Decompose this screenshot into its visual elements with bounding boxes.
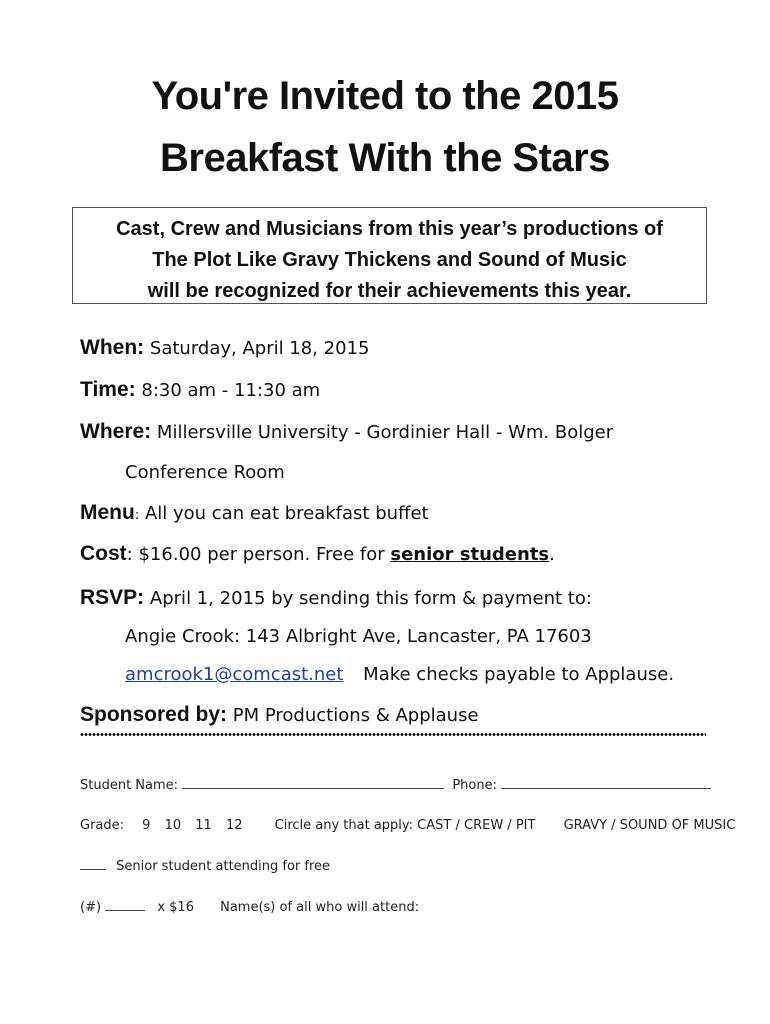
grade-option-9[interactable]: 9	[142, 818, 151, 833]
time-label: Time:	[80, 378, 136, 401]
menu-value: All you can eat breakfast buffet	[144, 503, 429, 524]
count-field[interactable]	[105, 899, 145, 911]
page-title-line-1: You're Invited to the 2015	[151, 74, 619, 118]
menu-label: Menu	[80, 501, 135, 524]
price-label: x $16	[157, 900, 194, 915]
sponsor-row	[80, 703, 479, 727]
senior-students-highlight: senior students	[390, 544, 550, 565]
names-label: Name(s) of all who will attend:	[220, 900, 420, 915]
rsvp-row	[80, 586, 592, 610]
attendance-row	[80, 899, 419, 915]
grade-option-10[interactable]: 10	[164, 818, 182, 833]
cost-row	[80, 542, 555, 566]
cost-label: Cost	[80, 542, 127, 565]
senior-label: Senior student attending for free	[116, 859, 331, 874]
grade-label: Grade:	[80, 818, 125, 833]
time-value: 8:30 am - 11:30 am	[141, 380, 321, 401]
recognition-line-2: The Plot Like Gravy Thickens and Sound of Music	[152, 249, 627, 271]
senior-field[interactable]	[80, 858, 106, 870]
where-label: Where:	[80, 420, 152, 443]
rsvp-value: April 1, 2015 by sending this form & payment to:	[149, 588, 592, 609]
where-row-continued	[125, 462, 285, 483]
where-row	[80, 420, 613, 444]
grade-row	[80, 818, 735, 833]
recognition-line-3: will be recognized for their achievements this year.	[147, 280, 632, 302]
when-label: When:	[80, 336, 145, 359]
phone-label: Phone:	[452, 778, 497, 793]
senior-row	[80, 858, 330, 874]
sponsor-value: PM Productions & Applause	[232, 705, 479, 726]
rsvp-contact-row	[125, 664, 674, 685]
dotted-divider	[80, 732, 706, 737]
count-label: (#)	[80, 900, 102, 915]
student-name-label: Student Name:	[80, 778, 179, 793]
rsvp-address: Angie Crook: 143 Albright Ave, Lancaster, PA 17603	[125, 626, 592, 647]
when-row	[80, 336, 369, 360]
recognition-line-1: Cast, Crew and Musicians from this year’s productions of	[116, 218, 663, 240]
student-name-field[interactable]	[182, 777, 444, 789]
menu-colon: :	[134, 508, 140, 523]
student-name-row	[80, 777, 711, 793]
where-value-2: Conference Room	[125, 462, 285, 483]
sponsor-label: Sponsored by:	[80, 703, 228, 726]
grade-option-12[interactable]: 12	[225, 818, 243, 833]
cost-colon: :	[126, 544, 133, 565]
recognition-box	[72, 207, 707, 304]
cost-end: .	[549, 544, 555, 565]
phone-field[interactable]	[501, 777, 711, 789]
menu-row	[80, 501, 429, 525]
checks-payable: Make checks payable to Applause.	[363, 664, 675, 685]
where-value: Millersville University - Gordinier Hall - Wm. Bolger	[156, 422, 614, 443]
rsvp-label: RSVP:	[80, 586, 145, 609]
role-options[interactable]: Circle any that apply: CAST / CREW / PIT	[274, 818, 536, 833]
grade-option-11[interactable]: 11	[195, 818, 212, 833]
email-link[interactable]: amcrook1@comcast.net	[125, 664, 344, 685]
show-options[interactable]: GRAVY / SOUND OF MUSIC	[563, 818, 736, 833]
cost-value: $16.00 per person. Free for	[138, 544, 385, 565]
rsvp-address-row	[125, 626, 592, 647]
when-value: Saturday, April 18, 2015	[149, 338, 370, 359]
page-title-line-2: Breakfast With the Stars	[160, 136, 610, 180]
time-row	[80, 378, 320, 402]
